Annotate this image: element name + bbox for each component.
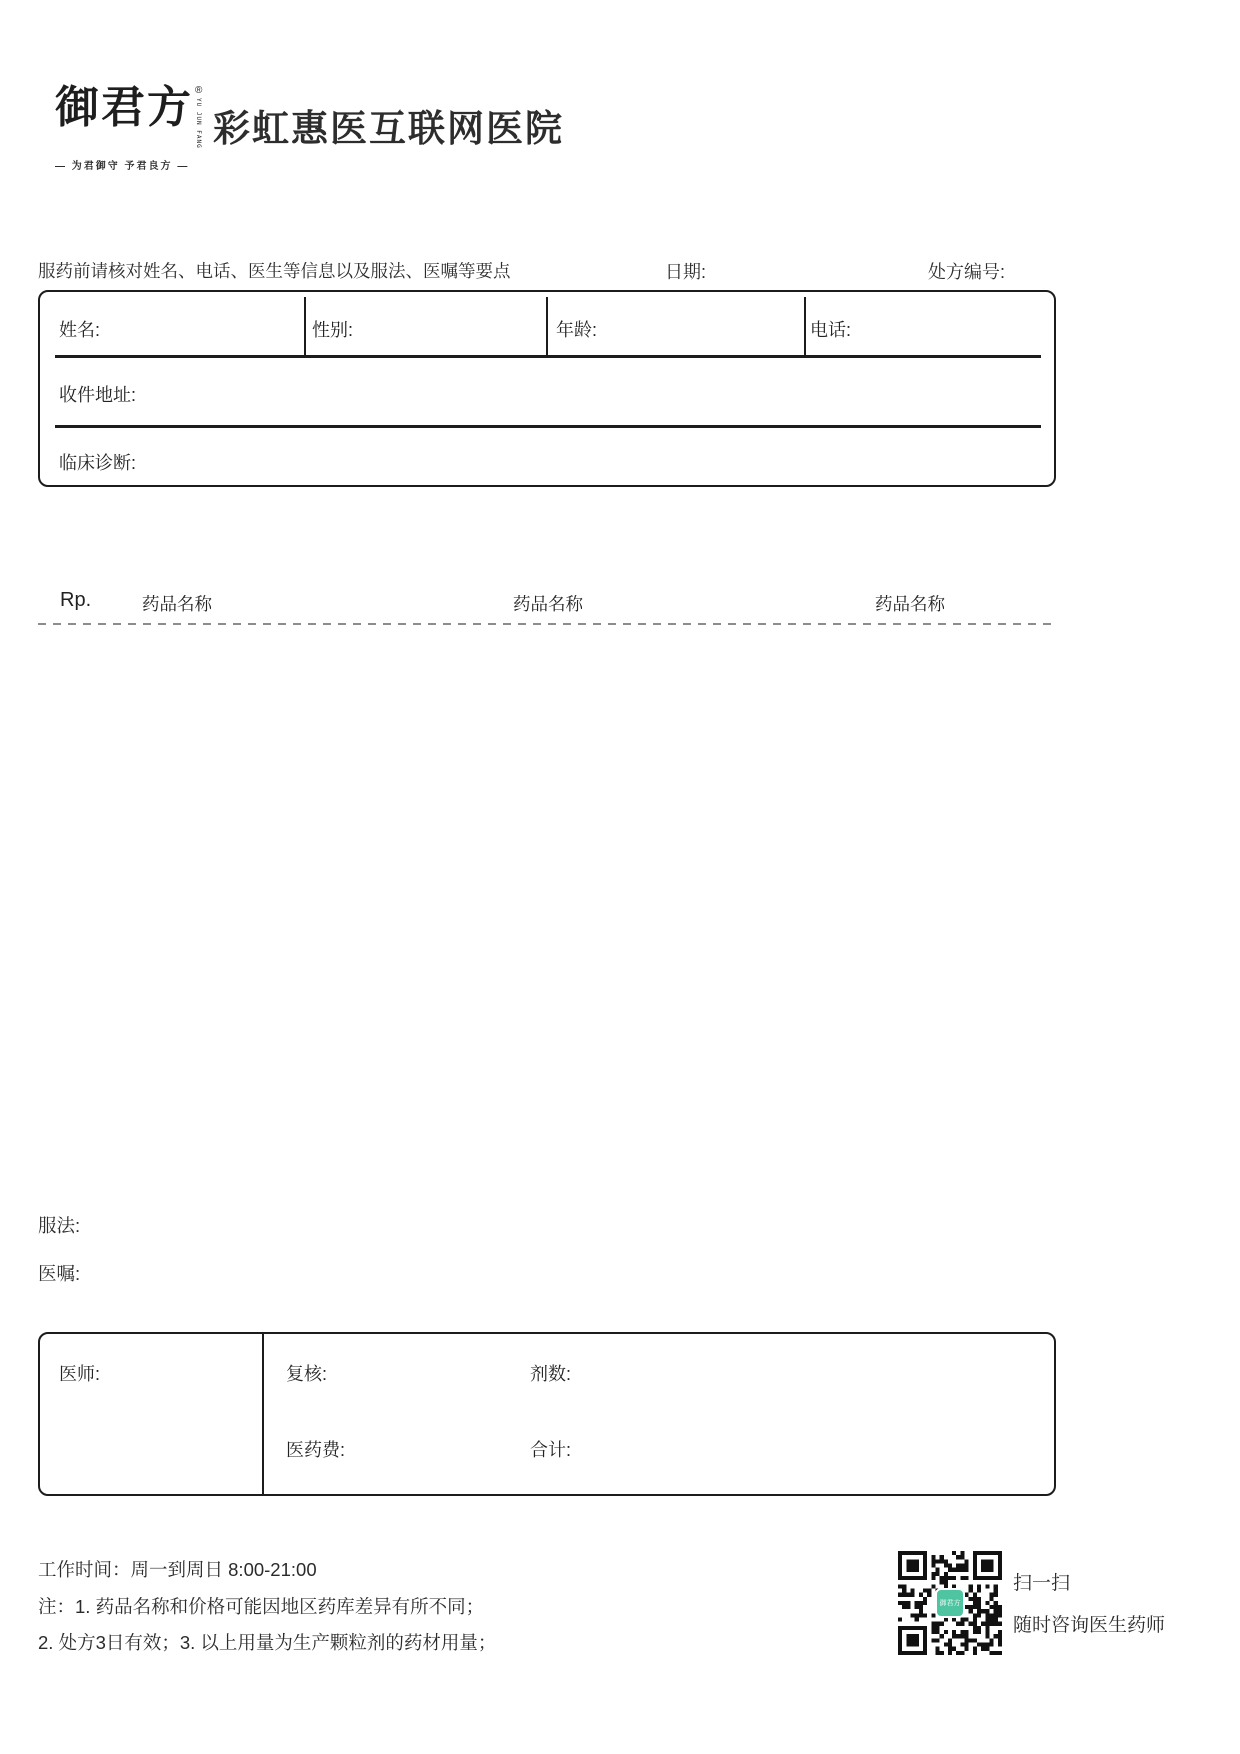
drug-name-column-header: 药品名称 <box>142 594 212 614</box>
drug-name-column-header: 药品名称 <box>513 594 583 614</box>
rp-label: Rp. <box>60 589 92 611</box>
doctor-advice-label: 医嘱: <box>38 1263 81 1284</box>
brand-logo-pinyin: YU JUN FANG <box>195 98 203 149</box>
brand-logo-side <box>195 86 202 149</box>
review-label: 复核: <box>286 1364 328 1384</box>
signoff-box <box>38 1332 1056 1496</box>
hospital-name: 彩虹惠医互联网医院 <box>213 107 564 150</box>
usage-label: 服法: <box>38 1215 81 1236</box>
scan-hint: 扫一扫 <box>1013 1573 1071 1594</box>
dashed-divider <box>38 623 1056 625</box>
clinical-diagnosis-label: 临床诊断: <box>59 453 137 473</box>
footer-note-1: 注：1. 药品名称和价格可能因地区药库差异有所不同； <box>38 1596 485 1617</box>
notice-row <box>0 258 1240 284</box>
shipping-address-label: 收件地址: <box>59 385 137 405</box>
date-label: 日期: <box>665 262 707 282</box>
physician-label: 医师: <box>59 1364 101 1384</box>
column-divider <box>804 297 806 355</box>
dose-count-label: 剂数: <box>530 1364 572 1384</box>
rp-header-row <box>0 589 1240 615</box>
patient-name-label: 姓名: <box>59 320 101 340</box>
footer-note-2: 2. 处方3日有效；3. 以上用量为生产颗粒剂的药材用量； <box>38 1632 497 1653</box>
working-hours: 工作时间：周一到周日 8:00-21:00 <box>38 1559 317 1580</box>
brand-logo <box>55 84 215 172</box>
row-divider <box>55 355 1041 358</box>
patient-age-label: 年龄: <box>556 320 598 340</box>
brand-tagline: — 为君御守 予君良方 — <box>55 160 190 172</box>
registered-mark-icon: ® <box>195 85 203 96</box>
row-divider <box>55 425 1041 428</box>
column-divider <box>304 297 306 355</box>
column-divider <box>262 1334 264 1494</box>
qr-center-logo <box>935 1588 965 1618</box>
drug-name-column-header: 药品名称 <box>875 594 945 614</box>
medicine-fee-label: 医药费: <box>286 1440 346 1460</box>
rx-number-label: 处方编号: <box>928 262 1006 282</box>
patient-info-box <box>38 290 1056 487</box>
qr-logo-text: 御君方 <box>939 1599 961 1607</box>
patient-gender-label: 性别: <box>312 320 354 340</box>
patient-phone-label: 电话: <box>810 320 852 340</box>
column-divider <box>546 297 548 355</box>
verification-notice: 服药前请核对姓名、电话、医生等信息以及服法、医嘱等要点 <box>38 261 511 281</box>
qr-code <box>898 1551 1002 1655</box>
brand-logo-text: 御君方 <box>55 82 193 133</box>
scan-description: 随时咨询医生药师 <box>1013 1615 1166 1636</box>
total-label: 合计: <box>530 1440 572 1460</box>
